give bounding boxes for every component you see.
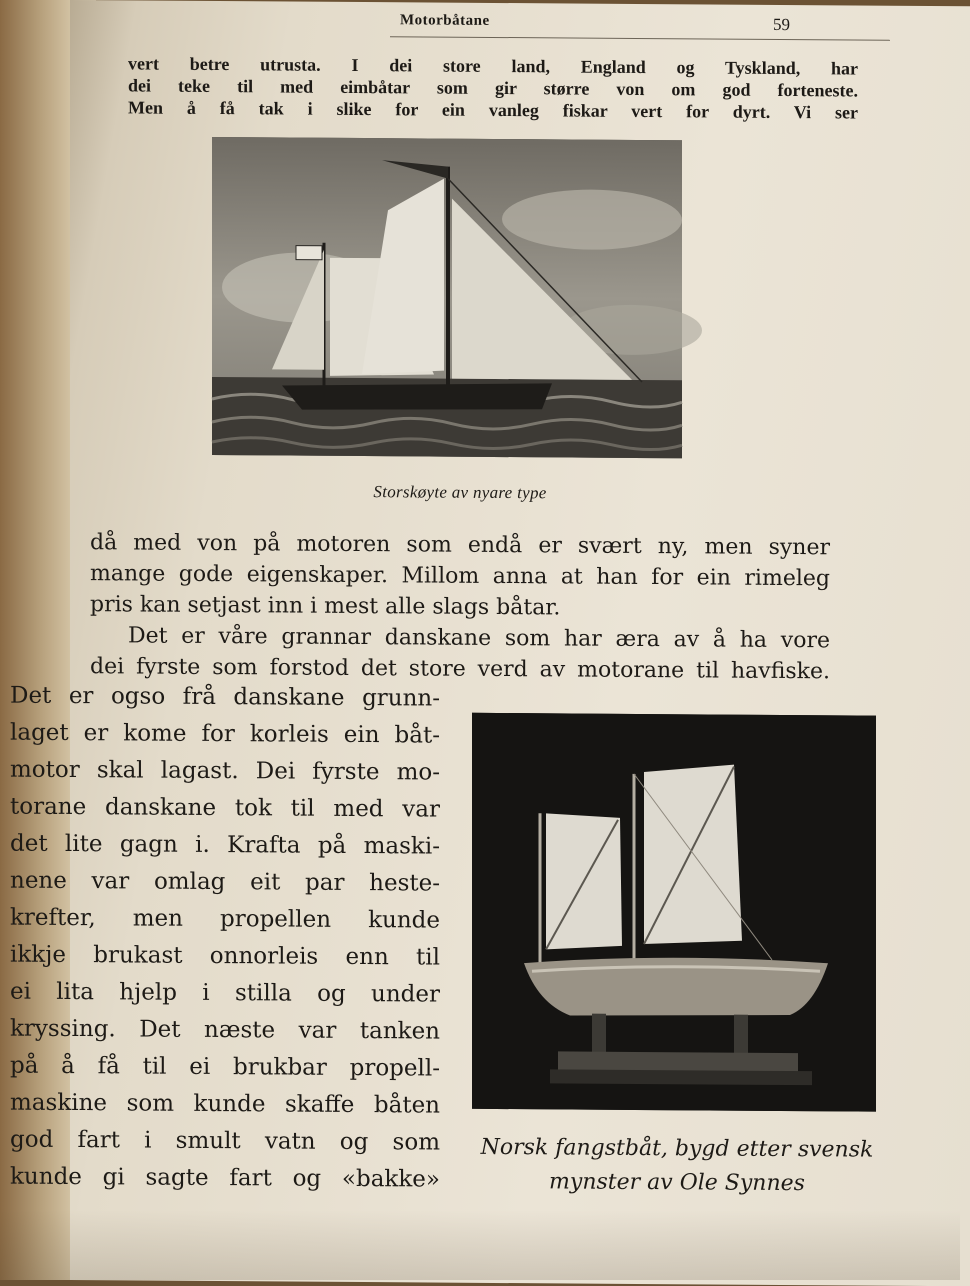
text-line: på å få til ei brukbar propell- [10, 1052, 440, 1082]
text-line: vert betre utrusta. I dei store land, England og Tyskland, har [128, 53, 858, 79]
middle-paragraph [90, 527, 830, 687]
text-line: kunde gi sagte fart og «bakke» [10, 1163, 440, 1193]
text-line: kryssing. Det næste var tanken [10, 1015, 440, 1045]
text-line: laget er kome for korleis ein båt- [10, 719, 440, 749]
sailing-ship-drawing [212, 137, 682, 458]
text-line: motor skal lagast. Dei fyrste mo- [10, 756, 440, 786]
running-title: Motorbåtane [400, 12, 490, 29]
text-line: torane danskane tok til med var [10, 793, 440, 823]
text-line: Det er våre grannar danskane som har æra av å ha vore [128, 623, 830, 654]
model-boat-photo [472, 713, 876, 1112]
text-line: det lite gagn i. Krafta på maski- [10, 830, 440, 860]
text-line: nene var omlag eit par heste- [10, 867, 440, 897]
text-line: Men å få tak i slike for ein vanleg fiskar vert for dyrt. Vi ser [128, 97, 858, 123]
text-line: krefter, men propellen kunde [10, 904, 440, 934]
top-paragraph [128, 52, 858, 123]
text-line: dei fyrste som forstod det store verd av motorane til havfiske. [90, 654, 830, 685]
book-page [10, 0, 970, 1286]
text-line: god fart i smult vatn og som [10, 1126, 440, 1156]
text-line: Det er ogso frå danskane grunn- [10, 682, 440, 712]
figure-caption: Storskøyte av nyare type [373, 482, 547, 503]
sailing-ship-illustration [212, 137, 682, 458]
running-header [390, 10, 890, 40]
text-line: då med von på motoren som endå er svært ny, men syner [90, 530, 830, 561]
figure-caption [462, 1131, 892, 1202]
left-column-text [10, 678, 440, 1199]
text-line: dei teke til med eimbåtar som gir større von om god forteneste. [128, 75, 858, 101]
model-boat-drawing [472, 713, 876, 1112]
page-number: 59 [773, 14, 790, 35]
text-line: ikkje brukast onnorleis enn til [10, 941, 440, 971]
caption-line: mynster av Ole Synnes [549, 1169, 805, 1197]
caption-line: Norsk fangstbåt, bygd etter svensk [480, 1134, 874, 1163]
text-line: ei lita hjelp i stilla og under [10, 978, 440, 1008]
text-line: mange gode eigenskaper. Millom anna at han for ein rimeleg [90, 561, 830, 592]
text-line: maskine som kunde skaffe båten [10, 1089, 440, 1119]
text-line: pris kan setjast inn i mest alle slags båtar. [90, 592, 561, 621]
